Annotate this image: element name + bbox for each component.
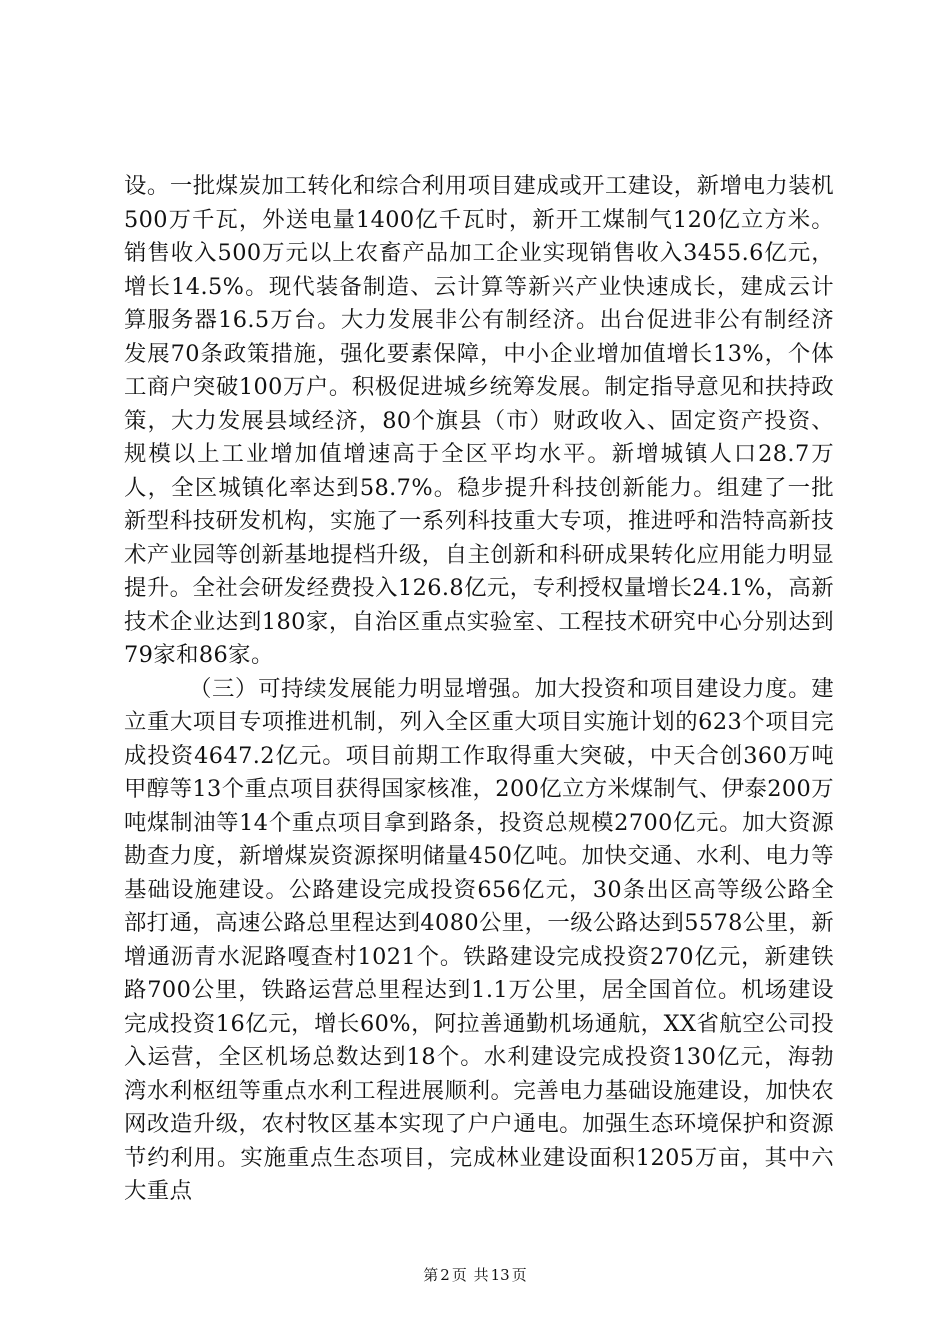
paragraph-2: （三）可持续发展能力明显增强。加大投资和项目建设力度。建立重大项目专项推进机制，列入全区重大项目实施计划的623个项目完成投资4647.2亿元。项目前期工作取得重大突破，中天合创360万吨甲醇等13个重点项目获得国家核准，200亿立方米煤制气、伊泰200万吨煤制油等14个重点项目拿到路条，投资总规模2700亿元。加大资源勘查力度，新增煤炭资源探明储量450亿吨。加快交通、水利、电力等基础设施建设。公路建设完成投资656亿元，30条出区高等级公路全部打通，高速公路总里程达到4080公里，一级公路达到5578公里，新增通沥青水泥路嘎查村1021个。铁路建设完成投资270亿元，新建铁路700公里，铁路运营总里程达到1.1万公里，居全国首位。机场建设完成投资16亿元，增长60%，阿拉善通勤机场通航，XX省航空公司投入运营，全区机场总数达到18个。水利建设完成投资130亿元，海勃湾水利枢纽等重点水利工程进展顺利。完善电力基础设施建设，加快农网改造升级，农村牧区基本实现了户户通电。加强生态环境保护和资源节约利用。实施重点生态项目，完成林业建设面积1205万亩，其中六大重点 [124, 675, 834, 1204]
footer-total-suffix: 页 [511, 1266, 527, 1284]
footer-page-prefix: 第 [423, 1266, 439, 1284]
document-body [124, 170, 834, 1209]
footer-page-suffix: 页 [451, 1266, 467, 1284]
footer-total-prefix: 共 [473, 1266, 489, 1284]
page-footer [0, 1264, 950, 1285]
paragraph-1: 设。一批煤炭加工转化和综合利用项目建成或开工建设，新增电力装机500万千瓦，外送电量1400亿千瓦时，新开工煤制气120亿立方米。销售收入500万元以上农畜产品加工企业实现销售收入3455.6亿元，增长14.5%。现代装备制造、云计算等新兴产业快速成长，建成云计算服务器16.5万台。大力发展非公有制经济。出台促进非公有制经济发展70条政策措施，强化要素保障，中小企业增加值增长13%，个体工商户突破100万户。积极促进城乡统筹发展。制定指导意见和扶持政策，大力发展县域经济，80个旗县（市）财政收入、固定资产投资、规模以上工业增加值增速高于全区平均水平。新增城镇人口28.7万人，全区城镇化率达到58.7%。稳步提升科技创新能力。组建了一批新型科技研发机构，实施了一系列科技重大专项，推进呼和浩特高新技术产业园等创新基地提档升级，自主创新和科研成果转化应用能力明显提升。全社会研发经费投入126.8亿元，专利授权量增长24.1%，高新技术企业达到180家，自治区重点实验室、工程技术研究中心分别达到79家和86家。 [124, 173, 834, 668]
footer-total-pages: 13 [490, 1266, 510, 1284]
footer-current-page: 2 [440, 1266, 450, 1284]
